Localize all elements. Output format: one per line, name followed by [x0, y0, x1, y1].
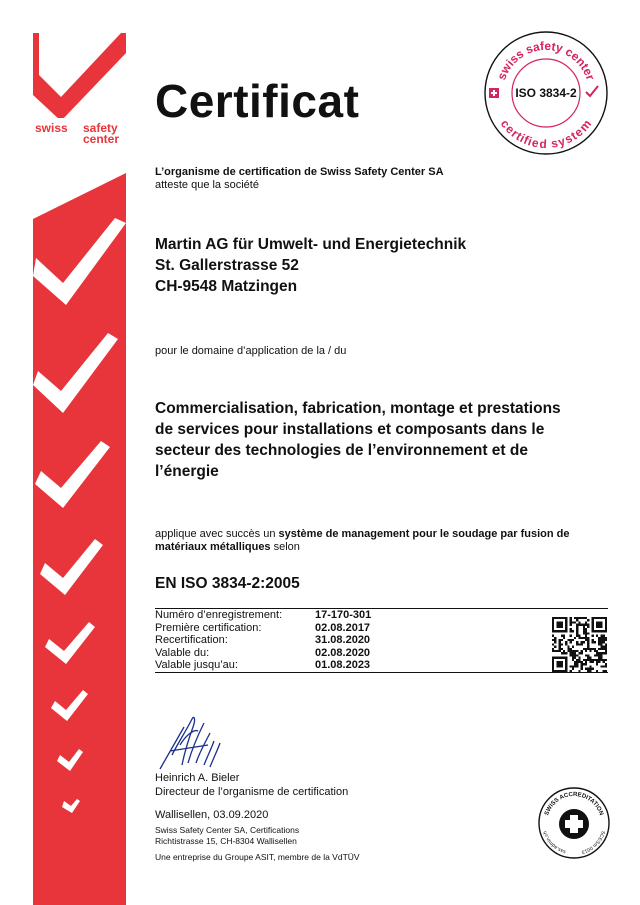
brand-stripe: [33, 33, 126, 905]
swiss-cross-icon: [559, 809, 589, 839]
signatory-name: Heinrich A. Bieler: [155, 772, 240, 784]
applies-statement: [155, 528, 570, 554]
standard-reference: EN ISO 3834-2:2005: [155, 575, 300, 592]
reg-label: Première certification:: [155, 621, 262, 634]
seal-ring-bottom-text: certified system: [497, 116, 595, 152]
brand-word-swiss: swiss: [35, 121, 68, 135]
footer-address: [155, 825, 360, 863]
reg-value: 01.08.2023: [315, 659, 371, 672]
checkmark-icon: [586, 86, 598, 96]
table-row: [155, 647, 371, 660]
table-row: [155, 622, 371, 635]
svg-text:swiss safety center: [494, 39, 597, 82]
reg-label: Valable jusqu’au:: [155, 659, 238, 672]
scope-line: Commercialisation, fabrication, montage et prestations: [155, 400, 561, 417]
svg-text:certified system: [498, 117, 594, 151]
company-block: [155, 234, 466, 297]
company-city: CH-9548 Matzingen: [155, 278, 298, 295]
signature: [158, 705, 228, 773]
signatory-role: Directeur de l’organisme de certification: [155, 786, 349, 798]
company-name: Martin AG für Umwelt- und Energietechnik: [155, 236, 467, 253]
seal-ring-top-text: swiss safety center: [494, 38, 598, 82]
swiss-cross-icon: [489, 88, 499, 98]
reg-label: Numéro d’enregistrement:: [155, 609, 283, 621]
applies-materials: matériaux métalliques: [155, 541, 271, 553]
reg-label: Recertification:: [155, 634, 228, 647]
qr-code[interactable]: [552, 617, 607, 672]
company-street: St. Gallerstrasse 52: [155, 257, 299, 274]
scope-line: secteur des technologies de l’environnement et de: [155, 442, 528, 459]
reg-value: 31.08.2020: [315, 634, 371, 647]
scope-line: de services pour installations et composants dans le: [155, 421, 545, 438]
brand-word-safety: safety: [83, 121, 118, 135]
footer-line-1: Swiss Safety Center SA, Certifications: [155, 825, 300, 835]
accreditation-left-text: sas.admin.ch: [542, 830, 567, 855]
table-row: [155, 659, 371, 672]
accreditation-top-text: SWISS ACCREDITATION: [544, 791, 604, 817]
reg-value: 17-170-301: [315, 609, 372, 621]
footer-line-2: Richtistrasse 15, CH-8304 Wallisellen: [155, 836, 297, 846]
issuer-line-1: L’organisme de certification de Swiss Safety Center SA: [155, 166, 444, 178]
scope-line: l’énergie: [155, 463, 219, 480]
applies-suffix: selon: [270, 541, 300, 553]
certificate-title: Certificat: [155, 75, 360, 127]
accreditation-seal: [537, 786, 611, 860]
scope-text: [155, 398, 615, 482]
brand-word-center: center: [83, 132, 120, 146]
applies-prefix: applique avec succès un: [155, 528, 279, 540]
reg-value: 02.08.2020: [315, 646, 371, 659]
registration-table: [155, 608, 608, 673]
applies-system: système de management pour le soudage par fusion de: [278, 528, 570, 540]
seal-center-text: ISO 3834-2: [515, 86, 577, 100]
reg-label: Valable du:: [155, 646, 210, 659]
table-row: [155, 634, 371, 647]
accreditation-right-text: SCESm 0013: [580, 829, 606, 855]
place-date: Wallisellen, 03.09.2020: [155, 809, 269, 821]
table-row: [155, 609, 371, 622]
iso-certified-seal: [483, 30, 609, 156]
footer-line-3: Une entreprise du Groupe ASIT, membre de la VdTÜV: [155, 852, 360, 862]
reg-value: 02.08.2017: [315, 621, 371, 634]
scope-intro: pour le domaine d’application de la / du: [155, 345, 347, 357]
issuer-line-2: atteste que la société: [155, 179, 259, 191]
